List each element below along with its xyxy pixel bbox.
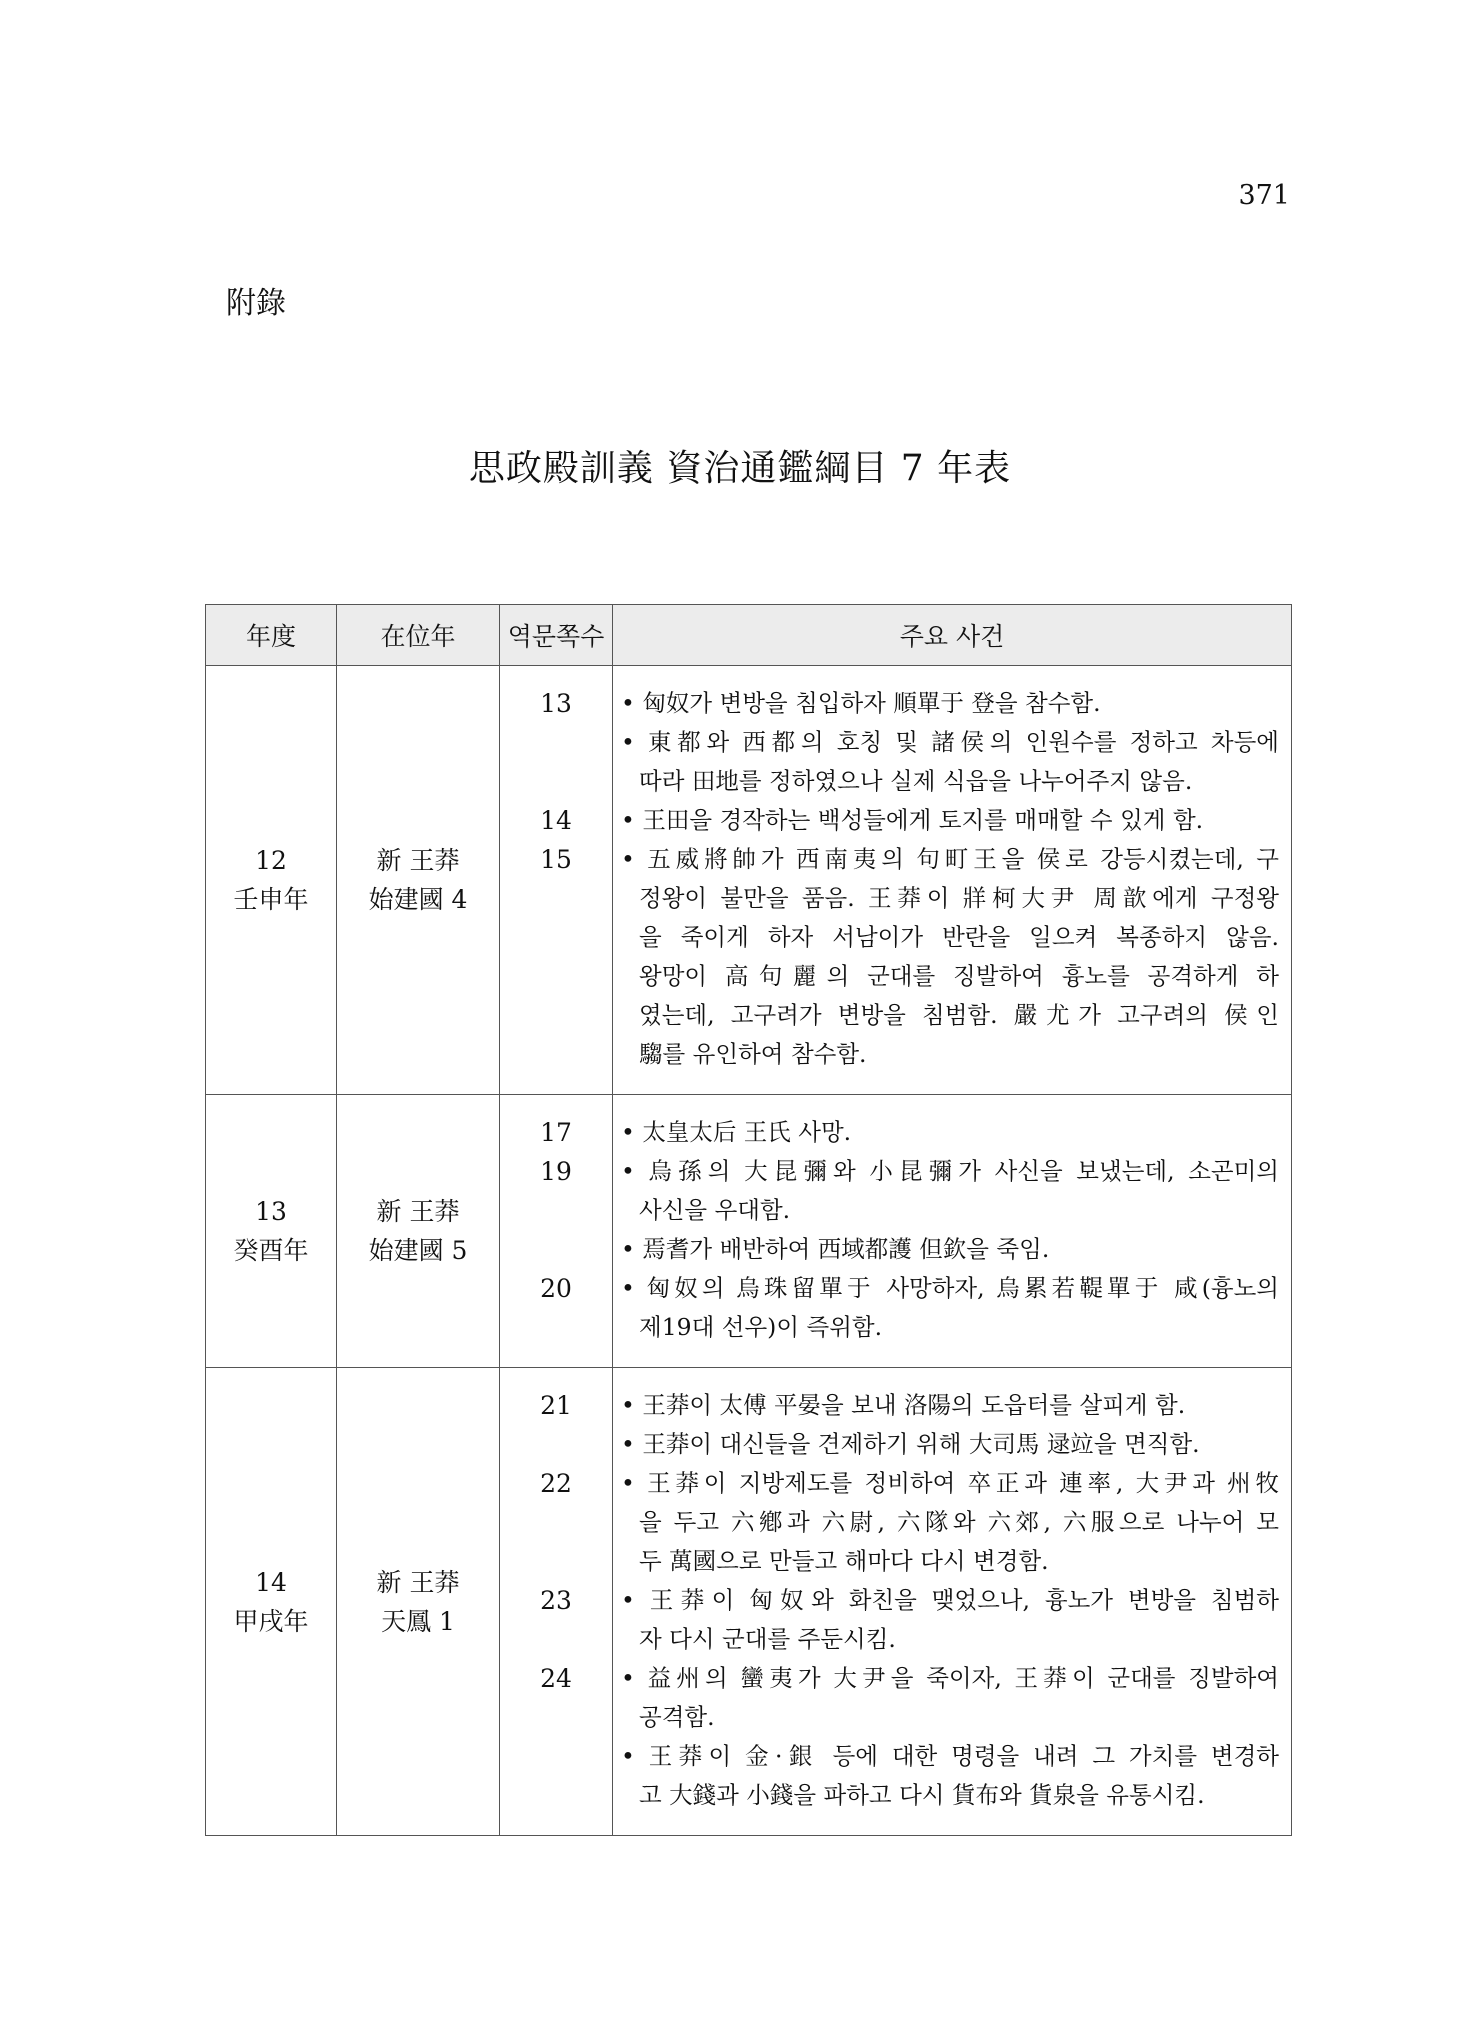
event-item bbox=[621, 1737, 1279, 1815]
event-line: • 東都와 西都의 호칭 및 諸侯의 인원수를 정하고 차등에 bbox=[621, 728, 1279, 756]
page-number-entry bbox=[500, 1698, 612, 1737]
year-cell bbox=[206, 1095, 337, 1368]
event-line: • 王莽이 金·銀 등에 대한 명령을 내려 그 가치를 변경하 bbox=[621, 1742, 1279, 1770]
year-name: 壬申年 bbox=[233, 885, 309, 914]
page-number-entry bbox=[500, 1425, 612, 1464]
event-line: • 匈奴가 변방을 침입하자 順單于 登을 참수함. bbox=[621, 689, 1101, 717]
event-line: 자 다시 군대를 주둔시킴. bbox=[639, 1625, 896, 1653]
event-line: 사신을 우대함. bbox=[639, 1196, 791, 1224]
reign-cell bbox=[337, 1095, 500, 1368]
section-label: 附錄 bbox=[226, 286, 286, 321]
event-line: 따라 田地를 정하였으나 실제 식읍을 나누어주지 않음. bbox=[639, 767, 1193, 795]
reign-era: 始建國 5 bbox=[368, 1236, 468, 1265]
event-item bbox=[621, 1113, 1279, 1152]
page-number: 371 bbox=[1238, 180, 1290, 211]
event-line: 騶를 유인하여 참수함. bbox=[639, 1040, 867, 1068]
event-line: 였는데, 고구려가 변방을 침범함. 嚴尤가 고구려의 侯인 bbox=[639, 1001, 1279, 1029]
event-item bbox=[621, 840, 1279, 1074]
page-cell bbox=[500, 1368, 613, 1836]
page-number-entry bbox=[500, 996, 612, 1035]
year-name: 甲戌年 bbox=[233, 1606, 309, 1636]
event-line: • 王田을 경작하는 백성들에게 토지를 매매할 수 있게 함. bbox=[621, 806, 1204, 834]
page-cell bbox=[500, 666, 613, 1095]
event-item bbox=[621, 1152, 1279, 1230]
event-line: 고 大錢과 小錢을 파하고 다시 貨布와 貨泉을 유통시킴. bbox=[639, 1781, 1205, 1809]
page-number-entry bbox=[500, 1230, 612, 1269]
page-number-entry bbox=[500, 879, 612, 918]
table-row bbox=[206, 1095, 1292, 1368]
table-header-row bbox=[206, 605, 1292, 666]
event-line: • 五威將帥가 西南夷의 句町王을 侯로 강등시켰는데, 구 bbox=[621, 845, 1279, 873]
event-line: 을 두고 六鄕과 六尉, 六隊와 六郊, 六服으로 나누어 모 bbox=[639, 1508, 1279, 1536]
event-item bbox=[621, 684, 1279, 723]
page-title: 思政殿訓義 資治通鑑綱目 7 年表 bbox=[468, 448, 1012, 489]
event-line: • 匈奴의 烏珠留單于 사망하자, 烏累若鞮單于 咸(흉노의 bbox=[621, 1274, 1279, 1302]
header-events: 주요 사건 bbox=[613, 605, 1292, 666]
page-number-entry: 19 bbox=[540, 1157, 572, 1186]
page-number-entry: 21 bbox=[540, 1391, 572, 1420]
page-number-entry: 23 bbox=[540, 1586, 572, 1615]
event-item bbox=[621, 1581, 1279, 1659]
year-cell bbox=[206, 1368, 337, 1836]
event-item bbox=[621, 1269, 1279, 1347]
events-cell bbox=[613, 1095, 1292, 1368]
page-number-entry: 24 bbox=[540, 1664, 572, 1693]
page-number-entry bbox=[500, 1542, 612, 1581]
reign-cell bbox=[337, 666, 500, 1095]
year-number: 14 bbox=[255, 1567, 287, 1597]
events-cell bbox=[613, 1368, 1292, 1836]
event-item bbox=[621, 1386, 1279, 1425]
table-row bbox=[206, 666, 1292, 1095]
event-line: 공격함. bbox=[639, 1703, 715, 1731]
year-cell bbox=[206, 666, 337, 1095]
year-number: 12 bbox=[255, 846, 287, 875]
page-number-entry: 14 bbox=[540, 806, 572, 835]
page-number-entry: 17 bbox=[540, 1118, 572, 1147]
page-number-entry bbox=[500, 723, 612, 762]
event-line: • 太皇太后 王氏 사망. bbox=[621, 1118, 852, 1146]
page-number-entry: 20 bbox=[540, 1274, 572, 1303]
page-number-entry bbox=[500, 1191, 612, 1230]
page-number-entry bbox=[500, 1620, 612, 1659]
page-number-entry bbox=[500, 762, 612, 801]
event-line: 을 죽이게 하자 서남이가 반란을 일으켜 복종하지 않음. bbox=[639, 923, 1279, 951]
event-line: 두 萬國으로 만들고 해마다 다시 변경함. bbox=[639, 1547, 1049, 1575]
header-page: 역문쪽수 bbox=[500, 605, 613, 666]
event-line: 왕망이 高句麗의 군대를 징발하여 흉노를 공격하게 하 bbox=[639, 962, 1279, 990]
chronology-table bbox=[205, 604, 1292, 1836]
reign-era: 始建國 4 bbox=[368, 885, 468, 914]
page-number-entry: 15 bbox=[540, 845, 572, 874]
reign-dynasty: 新 王莽 bbox=[376, 1197, 460, 1226]
event-item bbox=[621, 723, 1279, 801]
page-number-entry bbox=[500, 1737, 612, 1776]
event-item bbox=[621, 1464, 1279, 1581]
year-name: 癸酉年 bbox=[233, 1236, 309, 1265]
page-number-entry: 22 bbox=[540, 1469, 572, 1498]
reign-dynasty: 新 王莽 bbox=[376, 1567, 460, 1597]
page-number-entry bbox=[500, 918, 612, 957]
event-line: • 焉耆가 배반하여 西域都護 但欽을 죽임. bbox=[621, 1235, 1050, 1263]
page-number-entry bbox=[500, 957, 612, 996]
event-line: • 王莽이 匈奴와 화친을 맺었으나, 흉노가 변방을 침범하 bbox=[621, 1586, 1279, 1614]
event-line: • 王莽이 太傅 平晏을 보내 洛陽의 도읍터를 살피게 함. bbox=[621, 1391, 1186, 1419]
page-number-entry bbox=[500, 1308, 612, 1347]
header-year: 年度 bbox=[206, 605, 337, 666]
page-cell bbox=[500, 1095, 613, 1368]
events-cell bbox=[613, 666, 1292, 1095]
event-item bbox=[621, 1659, 1279, 1737]
page-number-entry bbox=[500, 1503, 612, 1542]
header-reign: 在位年 bbox=[337, 605, 500, 666]
event-item bbox=[621, 801, 1279, 840]
page-number-entry bbox=[500, 1035, 612, 1074]
reign-era: 天鳳 1 bbox=[381, 1606, 455, 1636]
reign-cell bbox=[337, 1368, 500, 1836]
page-number-entry bbox=[500, 1776, 612, 1815]
event-line: • 益州의 蠻夷가 大尹을 죽이자, 王莽이 군대를 징발하여 bbox=[621, 1664, 1279, 1692]
reign-dynasty: 新 王莽 bbox=[376, 846, 460, 875]
event-line: 정왕이 불만을 품음. 王莽이 牂柯大尹 周歆에게 구정왕 bbox=[639, 884, 1279, 912]
event-item bbox=[621, 1425, 1279, 1464]
table-row bbox=[206, 1368, 1292, 1836]
event-line: • 王莽이 대신들을 견제하기 위해 大司馬 逯竝을 면직함. bbox=[621, 1430, 1200, 1458]
year-number: 13 bbox=[255, 1197, 287, 1226]
event-line: • 王莽이 지방제도를 정비하여 卒正과 連率, 大尹과 州牧 bbox=[621, 1469, 1279, 1497]
event-line: 제19대 선우)이 즉위함. bbox=[639, 1313, 883, 1341]
page-number-entry: 13 bbox=[540, 689, 572, 718]
event-line: • 烏孫의 大昆彌와 小昆彌가 사신을 보냈는데, 소곤미의 bbox=[621, 1157, 1279, 1185]
event-item bbox=[621, 1230, 1279, 1269]
